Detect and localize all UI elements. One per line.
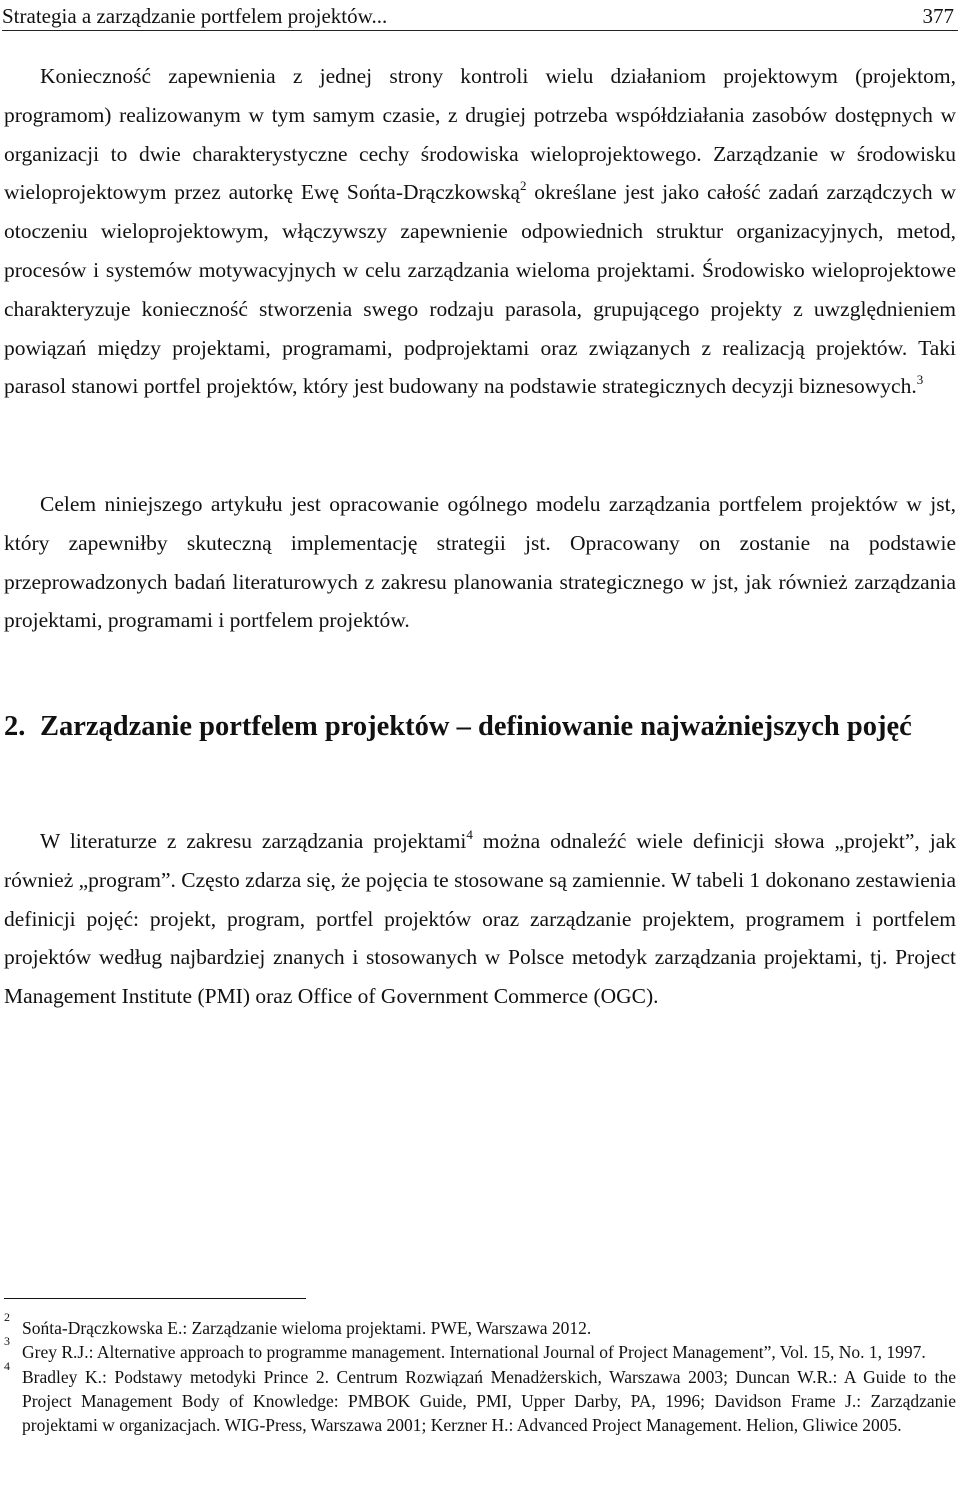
paragraph-3-text-a: W literaturze z zakresu zarządzania projektami — [40, 829, 467, 853]
footnote-3 — [4, 1334, 956, 1364]
footnotes — [4, 1310, 956, 1437]
running-title: Strategia a zarządzanie portfelem projektów... — [2, 4, 388, 28]
page-number: 377 — [922, 4, 954, 28]
section-number: 2. — [4, 711, 26, 742]
footnote-number: 2 — [4, 1310, 10, 1324]
footnote-text: Bradley K.: Podstawy metodyki Prince 2. Centrum Rozwiązań Menadżerskich, Warszawa 2003; Duncan W.R.: A Guide to the Project Management Body of Knowledge: PMBOK Guide, PMI, Upper Darby, PA, 1996; Davidson Frame J.: Zarządzanie projektami w organizacjach. WIG-Press, Warszawa 2001; Kerzner H.: Advanced Project Management. Helion, Gliwice 2005. — [22, 1366, 956, 1436]
footnote-text: Grey R.J.: Alternative approach to programme management. International Journal of Project Management”, Vol. 15, No. 1, 1997. — [22, 1342, 926, 1363]
paragraph-2: Celem niniejszego artykułu jest opracowanie ogólnego modelu zarządzania portfelem projektów w jst, który zapewniłby skuteczną implementację strategii jst. Opracowany on zostanie na podstawie przeprowadzonych badań literaturowych z zakresu planowania strategicznego w jst, jak również zarządzania projektami, programami i portfelem projektów. — [4, 492, 956, 633]
running-header — [2, 4, 958, 31]
paragraph-1 — [4, 57, 956, 406]
footnote-4 — [4, 1358, 956, 1438]
paragraph-1-text-b: określane jest jako całość zadań zarządczych w otoczeniu wieloprojektowym, włączywszy zapewnienie odpowiednich struktur organizacyjnych, metod, procesów i systemów motywacyjnych w celu zarządzania wieloma projektami. Środowisko wieloprojektowe charakteryzuje konieczność stworzenia swego rodzaju parasola, grupującego projekty z uwzględnieniem powiązań między projektami, programami, podprojektami oraz związanych z realizacją projektów. Taki parasol stanowi portfel projektów, który jest budowany na podstawie strategicznych decyzji biznesowych. — [4, 180, 956, 399]
footnote-separator — [4, 1298, 306, 1299]
footnote-2 — [4, 1310, 956, 1340]
footnote-ref-2[interactable]: 2 — [520, 178, 527, 194]
paragraph-definitions — [4, 822, 956, 1016]
paragraph-aim — [4, 485, 956, 640]
paragraph-3 — [4, 822, 956, 1016]
paragraph-intro — [4, 57, 956, 406]
section-title: Zarządzanie portfelem projektów – definiowanie najważniejszych pojęć — [40, 711, 912, 742]
footnote-number: 4 — [4, 1358, 10, 1373]
footnote-ref-3[interactable]: 3 — [916, 372, 924, 388]
paragraph-1-text-a: Konieczność zapewnienia z jednej strony kontroli wielu działaniom projektowym (projektom, programom) realizowanym w tym samym czasie, z drugiej potrzeba współdziałania zasobów dostępnych w organizacji to dwie charakterystyczne cechy środowiska wieloprojektowego. Zarządzanie w środowisku wieloprojektowym przez autorkę Ewę Sońta-Drączkowską — [4, 64, 956, 205]
footnote-text: Sońta-Drączkowska E.: Zarządzanie wieloma projektami. PWE, Warszawa 2012. — [22, 1318, 592, 1338]
paragraph-3-text-b: można odnaleźć wiele definicji słowa „projekt”, jak również „program”. Często zdarza się, że pojęcia te stosowane są zamiennie. W tabeli 1 dokonano zestawienia definicji pojęć: projekt, program, portfel projektów oraz zarządzanie projektem, programem i portfelem projektów według najbardziej znanych i stosowanych w Polsce metodyk zarządzania projektami, tj. Project Management Institute (PMI) oraz Office of Government Commerce (OGC). — [4, 829, 956, 1009]
section-heading — [4, 707, 960, 746]
footnote-ref-4[interactable]: 4 — [466, 827, 473, 842]
footnote-number: 3 — [4, 1334, 10, 1349]
